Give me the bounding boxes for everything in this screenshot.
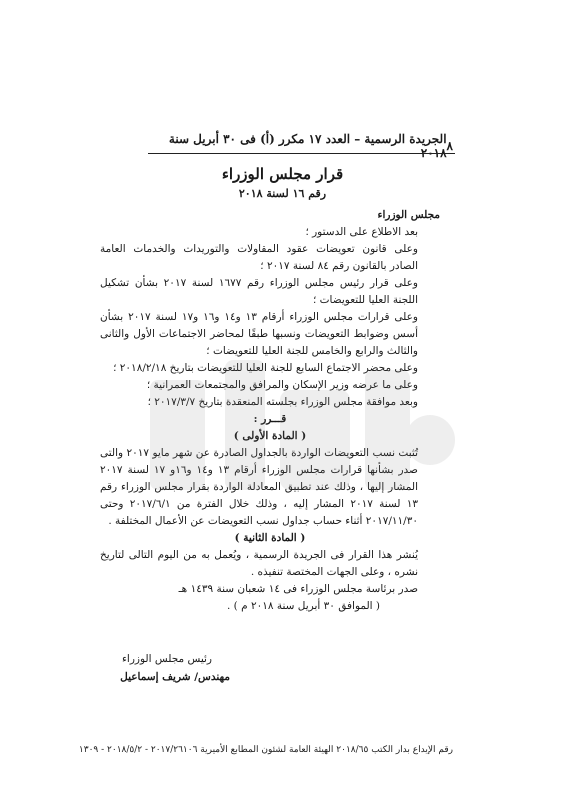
signatory-role: رئيس مجلس الوزراء bbox=[121, 653, 212, 665]
header-rule bbox=[148, 153, 455, 154]
page-number: ٨ bbox=[446, 139, 453, 153]
decree-title: قرار مجلس الوزراء bbox=[221, 165, 344, 183]
article-1-heading: ( المادة الأولى ) bbox=[233, 430, 307, 442]
article-2-text: يُنشر هذا القرار فى الجريدة الرسمية ، ويُعمل به من اليوم التالى لتاريخ نشره ، وعلى الجهات المختصة تنفيذه . bbox=[100, 549, 418, 578]
running-header bbox=[148, 132, 453, 160]
issuer: مجلس الوزراء bbox=[377, 209, 440, 221]
article-2-heading: ( المادة الثانية ) bbox=[234, 532, 306, 544]
gazette-line: الجريدة الرسمية – العدد ١٧ مكرر (أ) فى ٣٠ أبريل سنة ٢٠١٨ bbox=[168, 132, 447, 160]
preamble-1: بعد الاطلاع على الدستور ؛ bbox=[305, 226, 418, 238]
decree-number: رقم ١٦ لسنة ٢٠١٨ bbox=[238, 187, 327, 200]
preamble-7: وبعد موافقة مجلس الوزراء بجلسته المنعقدة بتاريخ ٢٠١٧/٣/٧ ؛ bbox=[147, 396, 418, 408]
article-1-text: تُثبت نسب التعويضات الواردة بالجداول الصادرة عن شهر مايو ٢٠١٧ والتى صدر بشأنها قرارات مجلس الوزراء أرقام ١٣ و١٤ و١٦و ١٧ لسنة ٢٠١٧ المشار إليها ، وذلك عند تطبيق المعادلة الواردة بقرار مجلس الوزراء رقم ١٣ لسنة ٢٠١٧ المشار إليه ، وذلك خلال الفترة من ٢٠١٧/٦/١ وحتى ٢٠١٧/١١/٣٠ أثناء حساب جداول نسب التعويضات عن الأعمال المختلفة . bbox=[100, 447, 419, 527]
preamble-6: وعلى ما عرضه وزير الإسكان والمرافق والمجتمعات العمرانية ؛ bbox=[146, 379, 418, 391]
issued-line: صدر برئاسة مجلس الوزراء فى ١٤ شعبان سنة ١٤٣٩ هـ bbox=[178, 583, 418, 595]
preamble-5: وعلى محضر الاجتماع السابع للجنة العليا للتعويضات بتاريخ ٢٠١٨/٢/١٨ ؛ bbox=[113, 362, 418, 374]
deposit-footer: رقم الإيداع بدار الكتب ٢٠١٨/٦٥ الهيئة العامة لشئون المطابع الأميرية ٢٠١٧/٢٦١٠٦ - ٢٠١٨/٥/٢ - ١٣٠٩ bbox=[78, 745, 453, 755]
signature-block bbox=[120, 650, 230, 686]
decided-heading: قـــرر : bbox=[253, 413, 287, 425]
preamble-3: وعلى قرار رئيس مجلس الوزراء رقم ١٦٧٧ لسنة ٢٠١٧ بشأن تشكيل اللجنة العليا للتعويضات ؛ bbox=[100, 277, 418, 306]
decree-body bbox=[100, 207, 440, 615]
signatory-name: مهندس/ شريف إسماعيل bbox=[120, 671, 230, 683]
preamble-4: وعلى قرارات مجلس الوزراء أرقام ١٣ و١٤ و١٦ و١٧ لسنة ٢٠١٧ بشأن أسس وضوابط التعويضات ونسبها طبقًا لمحاضر الاجتماعات الأول والثانى والثالث والرابع والخامس للجنة العليا للتعويضات ؛ bbox=[100, 311, 418, 357]
preamble-2: وعلى قانون تعويضات عقود المقاولات والتوريدات والخدمات العامة الصادر بالقانون رقم ٨٤ لسنة ٢٠١٧ ؛ bbox=[100, 243, 418, 272]
gregorian-line: ( الموافق ٣٠ أبريل سنة ٢٠١٨ م ) . bbox=[227, 600, 380, 612]
